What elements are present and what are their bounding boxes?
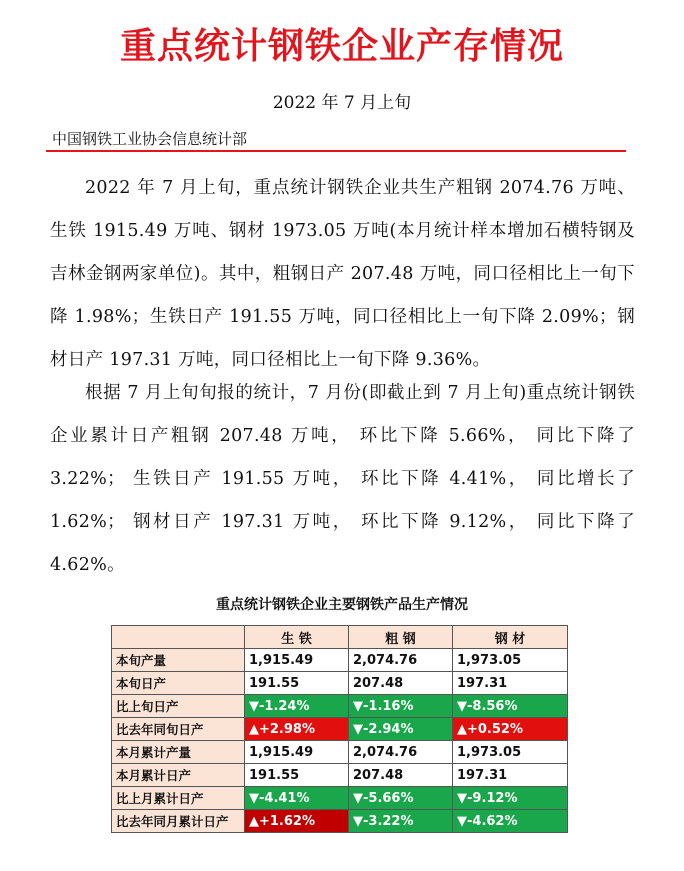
- change-cell: ▼-3.22%: [349, 810, 453, 833]
- value-cell: 197.31: [453, 764, 568, 787]
- column-header: 粗 钢: [349, 626, 453, 649]
- change-cell: ▲+1.62%: [245, 810, 349, 833]
- value-cell: 1,973.05: [453, 649, 568, 672]
- row-label: 本旬日产: [112, 672, 245, 695]
- column-header: 钢 材: [453, 626, 568, 649]
- table-row: [112, 695, 568, 718]
- value-cell: 191.55: [245, 764, 349, 787]
- page-title: 重点统计钢铁企业产存情况: [119, 26, 564, 67]
- change-cell: ▼-1.16%: [349, 695, 453, 718]
- report-source: 中国钢铁工业协会信息统计部: [52, 130, 248, 148]
- change-cell: ▼-1.24%: [245, 695, 349, 718]
- table-row: [112, 810, 568, 833]
- table-title: 重点统计钢铁企业主要钢铁产品生产情况: [216, 597, 468, 613]
- table-row: [112, 672, 568, 695]
- production-table: [111, 625, 568, 833]
- value-cell: 2,074.76: [349, 649, 453, 672]
- row-label: 比去年同旬日产: [112, 718, 245, 741]
- value-cell: 191.55: [245, 672, 349, 695]
- change-cell: ▼-2.94%: [349, 718, 453, 741]
- value-cell: 2,074.76: [349, 741, 453, 764]
- change-cell: ▼-9.12%: [453, 787, 568, 810]
- header-divider: [46, 150, 626, 152]
- row-label: 本旬产量: [112, 649, 245, 672]
- table-row: [112, 787, 568, 810]
- body-paragraph-2: 根据 7 月上旬旬报的统计，7 月份(即截止到 7 月上旬)重点统计钢铁企业累计日产粗钢 207.48 万吨， 环比下降 5.66%， 同比下降了 3.22%； 生铁日产 191.55 万吨， 环比下降 4.41%， 同比增长了 1.62%； 钢材日产 197.31 万吨， 环比下降 9.12%， 同比下降了 4.62%。: [50, 383, 635, 575]
- value-cell: 207.48: [349, 764, 453, 787]
- row-label: 本月累计日产: [112, 764, 245, 787]
- report-date: 2022 年 7 月上旬: [272, 93, 412, 113]
- table-row: [112, 649, 568, 672]
- column-header: 生 铁: [245, 626, 349, 649]
- value-cell: 197.31: [453, 672, 568, 695]
- change-cell: ▲+0.52%: [453, 718, 568, 741]
- value-cell: 1,915.49: [245, 649, 349, 672]
- change-cell: ▼-8.56%: [453, 695, 568, 718]
- table-corner-cell: [112, 626, 245, 649]
- table-body: [112, 649, 568, 833]
- table-row: [112, 764, 568, 787]
- value-cell: 207.48: [349, 672, 453, 695]
- change-cell: ▼-4.62%: [453, 810, 568, 833]
- table-header-row: [112, 626, 568, 649]
- row-label: 比去年同月累计日产: [112, 810, 245, 833]
- table-row: [112, 741, 568, 764]
- value-cell: 1,973.05: [453, 741, 568, 764]
- row-label: 本月累计产量: [112, 741, 245, 764]
- body-paragraph-1: 2022 年 7 月上旬，重点统计钢铁企业共生产粗钢 2074.76 万吨、生铁 1915.49 万吨、钢材 1973.05 万吨(本月统计样本增加石横特钢及吉林金钢两家单位)。其中，粗钢日产 207.48 万吨，同口径相比上一旬下降 1.98%；生铁日产 191.55 万吨，同口径相比上一旬下降 2.09%；钢材日产 197.31 万吨，同口径相比上一旬下降 9.36%。: [50, 178, 635, 370]
- change-cell: ▼-4.41%: [245, 787, 349, 810]
- value-cell: 1,915.49: [245, 741, 349, 764]
- row-label: 比上旬日产: [112, 695, 245, 718]
- change-cell: ▼-5.66%: [349, 787, 453, 810]
- table-row: [112, 718, 568, 741]
- row-label: 比上月累计日产: [112, 787, 245, 810]
- change-cell: ▲+2.98%: [245, 718, 349, 741]
